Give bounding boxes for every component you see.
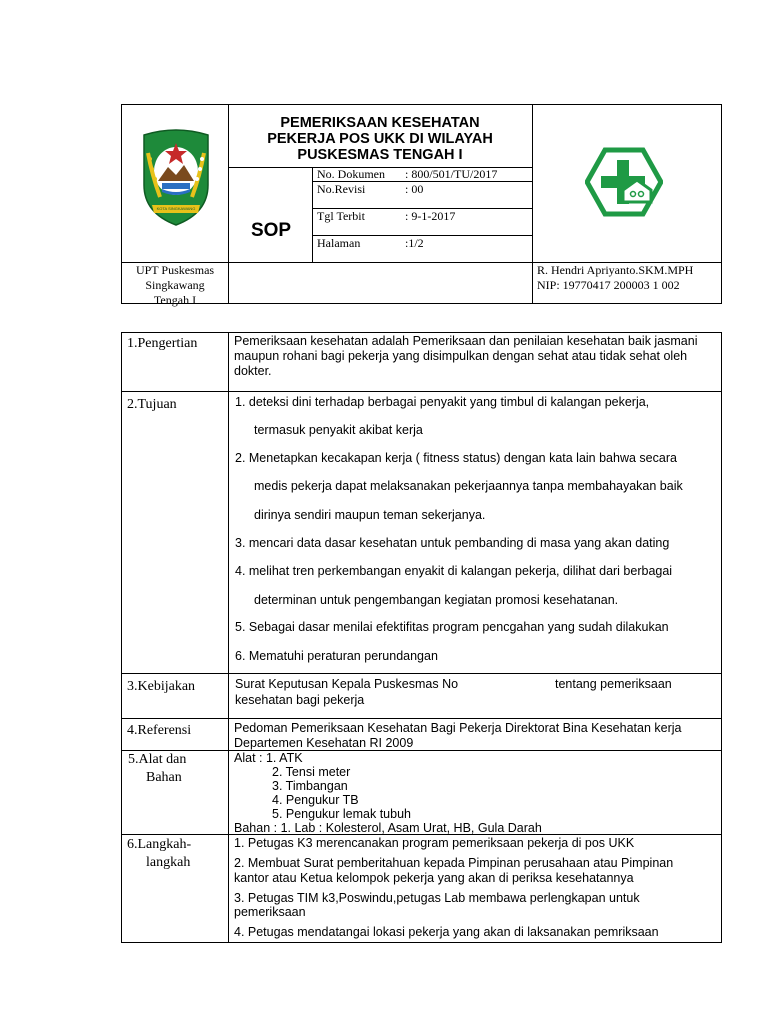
meta-value-no-dokumen: : 800/501/TU/2017 xyxy=(405,167,498,181)
text-line: dokter. xyxy=(234,364,272,378)
tujuan-line: determinan untuk pengembangan kegiatan promosi kesehatanan. xyxy=(254,593,619,607)
tujuan-line: 3. mencari data dasar kesehatan untuk pembanding di masa yang akan dating xyxy=(235,536,670,550)
tujuan-line: medis pekerja dapat melaksanakan pekerjaannya tanpa membahayakan baik xyxy=(254,479,683,493)
label-line: 5.Alat dan xyxy=(128,752,187,767)
signer-block xyxy=(537,263,693,293)
meta-label-no-revisi: No.Revisi xyxy=(317,182,366,196)
label-pengertian: 1.Pengertian xyxy=(127,336,198,351)
label-langkah xyxy=(127,836,191,872)
label-tujuan: 2.Tujuan xyxy=(127,397,177,412)
meta-label-halaman: Halaman xyxy=(317,236,361,250)
meta-value-halaman: :1/2 xyxy=(405,236,424,250)
alat-item: 2. Tensi meter xyxy=(272,765,351,779)
unit-name xyxy=(122,263,228,308)
alat-item: 5. Pengukur lemak tubuh xyxy=(272,807,411,821)
tujuan-line: 6. Mematuhi peraturan perundangan xyxy=(235,649,438,663)
langkah-line: 1. Petugas K3 merencanakan program pemeriksaan pekerja di pos UKK xyxy=(234,836,635,850)
text-line: Departemen Kesehatan RI 2009 xyxy=(234,736,414,750)
kebijakan-line: Surat Keputusan Kepala Puskesmas No xyxy=(235,677,459,691)
meta-value-tgl-terbit: : 9-1-2017 xyxy=(405,209,456,223)
langkah-line: pemeriksaan xyxy=(234,905,306,919)
text-line: Pedoman Pemeriksaan Kesehatan Bagi Pekerja Direktorat Bina Kesehatan kerja xyxy=(234,721,682,735)
label-kebijakan: 3.Kebijakan xyxy=(127,679,196,694)
text-line: Pemeriksaan kesehatan adalah Pemeriksaan dan penilaian kesehatan baik jasmani xyxy=(234,334,698,348)
bahan-line: Bahan : 1. Lab : Kolesterol, Asam Urat, HB, Gula Darah xyxy=(234,821,542,835)
kebijakan-line: kesehatan bagi pekerja xyxy=(235,693,365,707)
signer-nip: NIP: 19770417 200003 1 002 xyxy=(537,278,680,292)
tujuan-line: 4. melihat tren perkembangan enyakit di kalangan pekerja, dilihat dari berbagai xyxy=(235,564,673,578)
tujuan-line: 1. deteksi dini terhadap berbagai penyakit yang timbul di kalangan pekerja, xyxy=(235,395,650,409)
langkah-line: 2. Membuat Surat pemberitahuan kepada Pimpinan perusahaan atau Pimpinan xyxy=(234,856,674,870)
alat-line: Alat : 1. ATK xyxy=(234,751,303,765)
label-referensi: 4.Referensi xyxy=(127,723,192,738)
singkawang-city-seal-icon xyxy=(138,125,214,227)
alat-items xyxy=(272,765,411,821)
kebijakan-line: tentang pemeriksaan xyxy=(555,677,672,691)
label-line: langkah xyxy=(146,855,191,870)
signer-name: R. Hendri Apriyanto.SKM.MPH xyxy=(537,263,694,277)
pengertian-text xyxy=(234,334,698,379)
label-line: Bahan xyxy=(146,770,182,785)
label-alat-bahan xyxy=(127,751,227,787)
referensi-text xyxy=(234,721,681,751)
langkah-line: kantor atau Ketua kelompok pekerja yang akan di periksa kesehatannya xyxy=(234,871,634,885)
unit-line: Tengah I xyxy=(153,293,197,307)
meta-label-tgl-terbit: Tgl Terbit xyxy=(317,209,365,223)
alat-item: 3. Timbangan xyxy=(272,779,348,793)
title-line: PEKERJA POS UKK DI WILAYAH xyxy=(267,131,493,147)
alat-item: 4. Pengukur TB xyxy=(272,793,359,807)
langkah-line: 4. Petugas mendatangai lokasi pekerja yang akan di laksanakan pemriksaan xyxy=(234,925,659,939)
title-line: PUSKESMAS TENGAH I xyxy=(297,147,463,163)
unit-line: Singkawang xyxy=(145,278,205,292)
tujuan-line: 5. Sebagai dasar menilai efektifitas program pencgahan yang sudah dilakukan xyxy=(235,620,669,634)
title-line: PEMERIKSAAN KESEHATAN xyxy=(280,115,480,131)
tujuan-line: termasuk penyakit akibat kerja xyxy=(254,423,423,437)
sop-label: SOP xyxy=(250,220,292,241)
text-line: maupun rohani bagi pekerja yang disimpulkan dengan sehat atau tidak sehat oleh xyxy=(234,349,688,363)
meta-label-no-dokumen: No. Dokumen xyxy=(317,167,385,181)
tujuan-line: 2. Menetapkan kecakapan kerja ( fitness status) dengan kata lain bahwa secara xyxy=(235,451,677,465)
meta-value-no-revisi: : 00 xyxy=(405,182,424,196)
label-line: 6.Langkah- xyxy=(127,837,192,852)
puskesmas-logo-icon xyxy=(585,146,663,218)
document-title xyxy=(232,115,528,163)
unit-line: UPT Puskesmas xyxy=(135,263,215,277)
tujuan-line: dirinya sendiri maupun teman sekerjanya. xyxy=(254,508,486,522)
langkah-line: 3. Petugas TIM k3,Poswindu,petugas Lab membawa perlengkapan untuk xyxy=(234,891,640,905)
seal-banner-text: KOTA SINGKAWANG xyxy=(156,206,196,211)
